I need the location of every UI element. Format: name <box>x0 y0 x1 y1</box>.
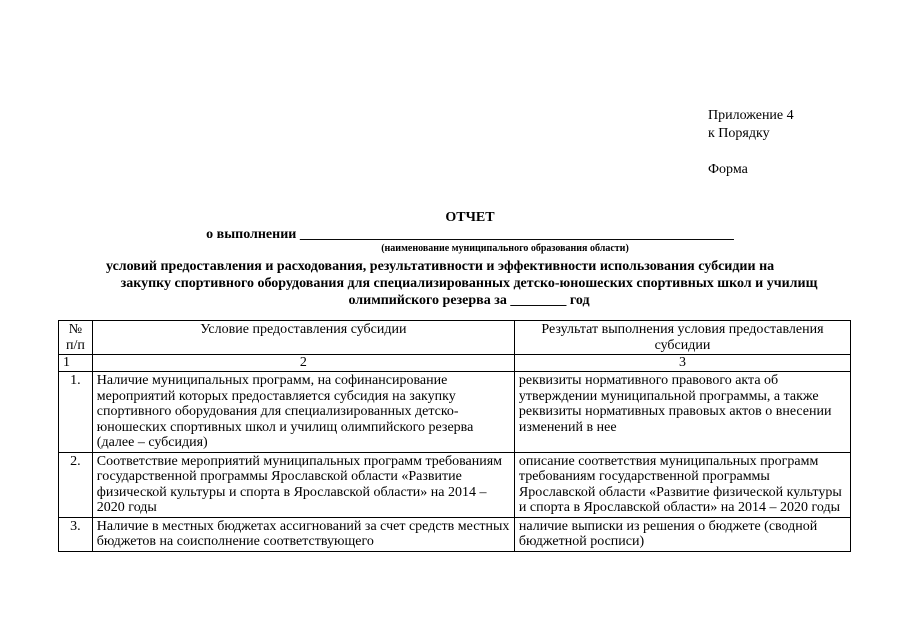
column-number: 1 <box>59 355 93 372</box>
column-number: 3 <box>514 355 850 372</box>
report-hint: (наименование муниципального образования области) <box>381 243 629 254</box>
report-subject-line-3: олимпийского резерва за ________ год <box>348 293 590 308</box>
table-column-numbers-row <box>59 355 851 372</box>
header-num: № п/п <box>59 321 93 355</box>
report-subject-line-1: условий предоставления и расходования, результативности и эффективности использования субсидии на <box>106 259 775 274</box>
appendix-reference: к Порядку <box>708 126 770 141</box>
report-execution-line: о выполнении ______________________________________________________________ <box>206 227 734 242</box>
table-row <box>59 452 851 517</box>
row-num: 3. <box>59 517 93 551</box>
row-condition: Наличие в местных бюджетах ассигнований за счет средств местных бюджетов на соисполнение соответствующего <box>92 517 514 551</box>
header-condition: Условие предоставления субсидии <box>92 321 514 355</box>
appendix-number: Приложение 4 <box>708 108 794 123</box>
row-result: наличие выписки из решения о бюджете (сводной бюджетной росписи) <box>514 517 850 551</box>
appendix-header <box>708 107 794 179</box>
form-label: Форма <box>708 162 748 177</box>
report-title: ОТЧЕТ <box>445 210 495 225</box>
report-title-block <box>60 209 880 254</box>
row-condition: Соответствие мероприятий муниципальных программ требованиям государственной программы Ярославской области «Развитие физической культуры и спорта в Ярославской области» на 2014 – 2020 годы <box>92 452 514 517</box>
row-num: 1. <box>59 372 93 453</box>
row-condition: Наличие муниципальных программ, на софинансирование мероприятий которых предоставляется субсидия на закупку спортивного оборудования для специализированных детско-юношеских спортивных школ и училищ олимпийского резерва (далее – субсидия) <box>92 372 514 453</box>
header-result: Результат выполнения условия предоставления субсидии <box>514 321 850 355</box>
report-subject <box>76 258 862 309</box>
column-number: 2 <box>92 355 514 372</box>
row-result: реквизиты нормативного правового акта об утверждении муниципальной программы, а также реквизиты нормативных правовых актов о внесении изменений в нее <box>514 372 850 453</box>
table-row <box>59 517 851 551</box>
report-table <box>58 320 851 552</box>
row-num: 2. <box>59 452 93 517</box>
row-result: описание соответствия муниципальных программ требованиям государственной программы Ярославской области «Развитие физической культуры и спорта в Ярославской области» на 2014 – 2020 годы <box>514 452 850 517</box>
report-subject-line-2: закупку спортивного оборудования для специализированных детско-юношеских спортивных школ и училищ <box>120 276 818 291</box>
table-header-row <box>59 321 851 355</box>
table-row <box>59 372 851 453</box>
